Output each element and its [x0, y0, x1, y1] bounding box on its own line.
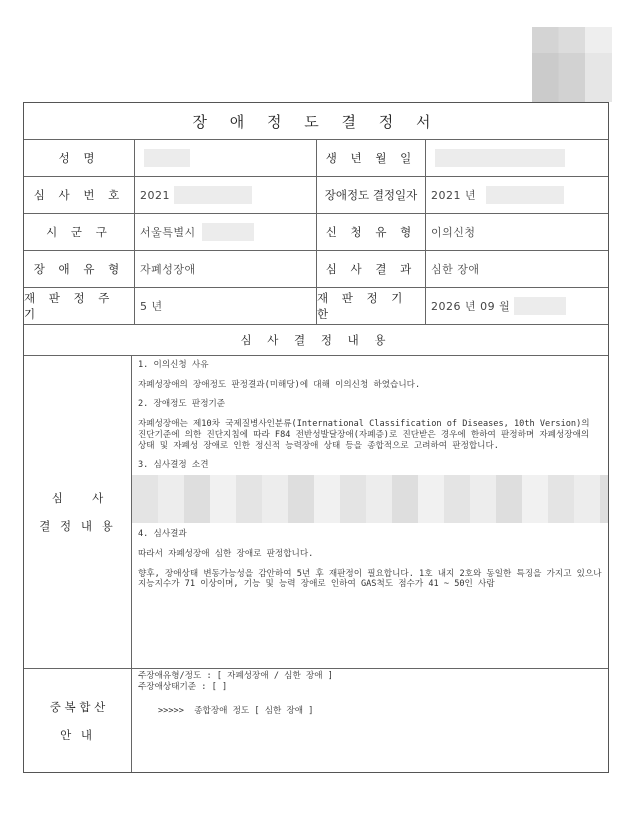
text-criteria: 자폐성장애는 제10차 국제질병사인분류(International Classification of Diseases, 10th Version)의 진단기준에 의한 진단지침에 따라 F84 전반성발달장애(자폐증)로 진단받은 경우에 한하여 판정하며 자폐성장애의 상태 및 자폐성 장애로 인한 정신적 능력장애 상태 등을 종합적으로 고려하여 판정합니다.	[138, 419, 595, 451]
heading-criteria: 2. 장애정도 판정기준	[138, 399, 226, 410]
value-reassessment-deadline: 2026 년 09 월	[425, 288, 608, 324]
value-disability-type: 자폐성장애	[134, 251, 316, 287]
heading-opinion: 3. 심사결정 소견	[138, 460, 209, 471]
heading-appeal-reason: 1. 이의신청 사유	[138, 360, 209, 370]
section-title-review: 심 사 결 정 내 용	[24, 325, 608, 356]
label-review-result: 심 사 결 과	[316, 251, 425, 287]
text-result: 따라서 자폐성장애 심한 장애로 판정합니다.	[138, 548, 314, 559]
value-birthdate	[425, 140, 608, 176]
text-appeal-reason: 자폐성장애의 장애정도 판정결과(미해당)에 대해 이의신청 하였습니다.	[138, 379, 421, 390]
row-disability-type	[24, 251, 608, 288]
redacted-opinion	[132, 475, 608, 523]
combined-label: 중 복 합 산 안 내	[24, 668, 132, 772]
label-name: 성 명	[58, 151, 100, 165]
text-overall-grade: >>>>> 종합장애 정도 [ 심한 장애 ]	[158, 706, 314, 717]
label-application-type: 신 청 유 형	[316, 214, 425, 250]
text-main-criteria: 주장애상태기준 : [ ]	[138, 681, 228, 692]
text-main-type: 주장애유형/정도 : [ 자폐성장애 / 심한 장애 ]	[138, 671, 333, 681]
text-followup: 향후, 장애상태 변동가능성을 감안하여 5년 후 재판정이 필요합니다. 1호 내지 2호와 동일한 특징을 가지고 있으나 지능지수가 71 이상이며, 기능 및 능력 장애로 인하여 GAS척도 점수가 41 ~ 50인 사람	[138, 568, 607, 590]
value-review-result: 심한 장애	[425, 251, 608, 287]
value-reassessment-cycle: 5 년	[134, 288, 316, 324]
value-decision-date: 2021 년	[425, 177, 608, 213]
redacted-name	[144, 149, 190, 167]
combined-content	[132, 668, 608, 772]
row-name-birth	[24, 140, 608, 177]
label-disability-type: 장 애 유 형	[33, 262, 125, 276]
label-decision-date: 장애정도 결정일자	[316, 177, 425, 213]
redacted-review-number	[174, 186, 252, 204]
label-region: 시 군 구	[46, 225, 112, 239]
heading-result: 4. 심사결과	[138, 529, 187, 540]
review-content	[132, 356, 608, 668]
label-birthdate: 생 년 월 일	[316, 140, 425, 176]
value-application-type: 이의신청	[425, 214, 608, 250]
value-name	[134, 140, 316, 176]
redacted-photo	[532, 27, 612, 102]
label-review-number: 심 사 번 호	[33, 188, 125, 202]
value-review-number: 2021	[134, 177, 316, 213]
redacted-birthdate	[435, 149, 565, 167]
value-region: 서울특별시	[134, 214, 316, 250]
redacted-district	[202, 223, 254, 241]
row-review-number	[24, 177, 608, 214]
row-region	[24, 214, 608, 251]
review-content-label: 심 사 결 정 내 용	[24, 356, 132, 668]
document-title: 장 애 정 도 결 정 서	[24, 103, 608, 140]
redacted-deadline-day	[514, 297, 566, 315]
disability-decision-document	[23, 102, 609, 773]
label-reassessment-deadline: 재 판 정 기 한	[316, 288, 425, 324]
redacted-decision-date	[486, 186, 564, 204]
row-reassessment	[24, 288, 608, 325]
label-reassessment-cycle: 재 판 정 주 기	[24, 291, 115, 321]
